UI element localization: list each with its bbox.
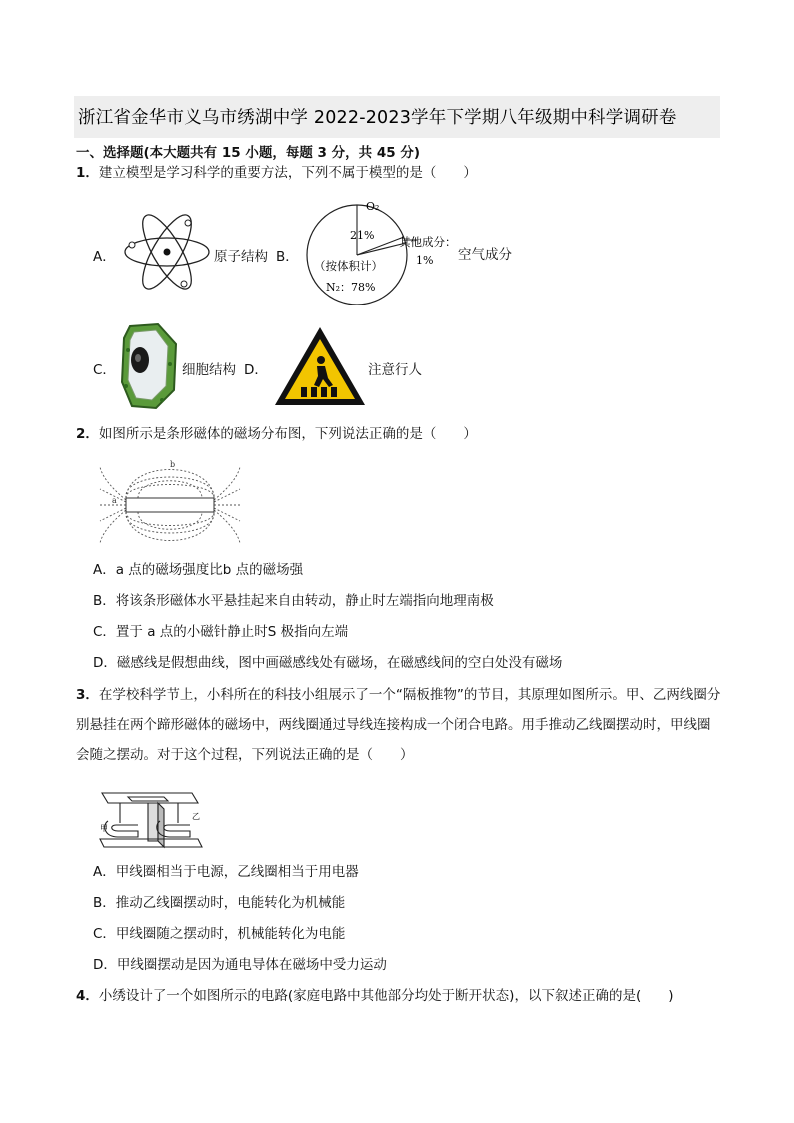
question-3 <box>76 680 722 770</box>
label-jia: 甲 <box>100 824 108 833</box>
q2-option-c: C．置于 a 点的小磁针静止时S 极指向左端 <box>93 624 349 640</box>
air-composition-pie <box>300 195 460 305</box>
point-b-label: b <box>170 460 176 469</box>
pie-label-o2: O₂ <box>366 200 380 213</box>
q3-option-b: B．推动乙线圈摆动时，电能转化为机械能 <box>93 895 346 911</box>
question-4 <box>76 986 673 1006</box>
q3-option-d: D．甲线圈摆动是因为通电导体在磁场中受力运动 <box>93 957 387 973</box>
page-title: 浙江省金华市义乌市绣湖中学 2022-2023学年下学期八年级期中科学调研卷 <box>78 108 677 128</box>
question-number: 2． <box>76 426 99 442</box>
label-yi: 乙 <box>192 812 200 821</box>
option-d-label: 注意行人 <box>368 362 422 378</box>
q3-option-c: C．甲线圈随之摆动时，机械能转化为电能 <box>93 926 346 942</box>
pie-label-volume: （按体积计） <box>314 259 383 273</box>
question-text: 如图所示是条形磁体的磁场分布图，下列说法正确的是（ ） <box>98 426 477 442</box>
question-2 <box>76 424 477 444</box>
question-number: 3． <box>76 687 99 703</box>
q2-option-a: A．a 点的磁场强度比b 点的磁场强 <box>93 562 304 578</box>
question-1 <box>76 163 477 183</box>
option-a-letter: A． <box>93 249 116 265</box>
option-b-label: 空气成分 <box>458 247 512 263</box>
option-c-letter: C． <box>93 362 116 378</box>
point-a-label: a <box>112 496 117 505</box>
question-number: 4． <box>76 988 99 1004</box>
bar-magnet-field-figure <box>98 455 242 555</box>
section-heading: 一、选择题(本大题共有 15 小题，每题 3 分，共 45 分) <box>76 145 421 161</box>
question-text: 建立模型是学习科学的重要方法，下列不属于模型的是（ ） <box>98 165 477 181</box>
question-number: 1． <box>76 165 99 181</box>
pedestrian-warning-sign <box>273 325 367 407</box>
question-text: 小绣设计了一个如图所示的电路(家庭电路中其他部分均处于断开状态)，以下叙述正确的是( ) <box>98 988 674 1004</box>
option-c-label: 细胞结构 <box>182 362 236 378</box>
q3-option-a: A．甲线圈相当于电源，乙线圈相当于用电器 <box>93 864 359 880</box>
coil-partition-figure <box>98 783 204 851</box>
atom-model-figure <box>122 207 212 297</box>
option-a-label: 原子结构 <box>214 249 268 265</box>
pie-label-n2: N₂：78% <box>326 281 376 294</box>
q2-option-b: B．将该条形磁体水平悬挂起来自由转动，静止时左端指向地理南极 <box>93 593 494 609</box>
option-d-letter: D． <box>244 362 268 378</box>
question-text: 在学校科学节上，小科所在的科技小组展示了一个“隔板推物”的节目，其原理如图所示。甲、乙两线圈分别悬挂在两个蹄形磁体的磁场中，两线圈通过导线连接构成一个闭合电路。用手推动乙线圈摆动时，甲线圈会随之摆动。对于这个过程，下列说法正确的是（ ） <box>76 687 721 763</box>
pie-label-1: 1% <box>416 254 434 267</box>
pie-label-other: 其他成分： <box>399 235 457 249</box>
cell-model-figure <box>118 320 182 412</box>
pie-label-21: 21% <box>350 229 375 242</box>
q2-option-d: D．磁感线是假想曲线，图中画磁感线处有磁场，在磁感线间的空白处没有磁场 <box>93 655 563 671</box>
option-b-letter: B． <box>276 249 299 265</box>
